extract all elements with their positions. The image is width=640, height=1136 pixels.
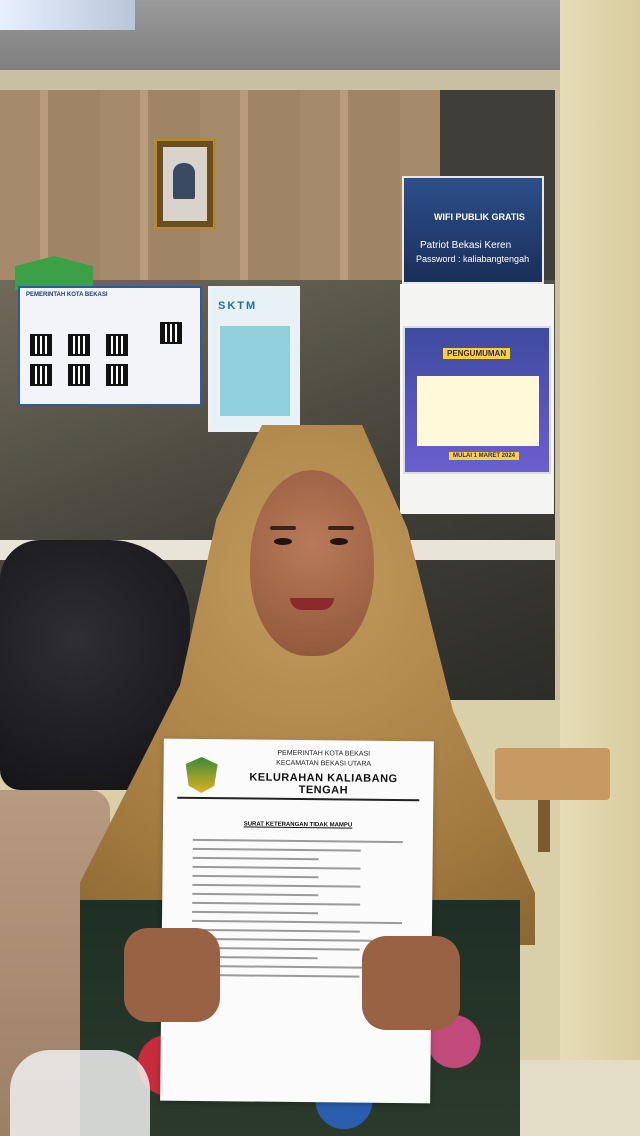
qr-code-icon <box>68 334 90 356</box>
qr-code-icon <box>30 334 52 356</box>
qr-code-board <box>18 286 202 406</box>
face <box>250 470 374 656</box>
letterhead-rule <box>177 797 419 802</box>
city-crest-icon <box>185 757 217 793</box>
wifi-poster-line1: WIFI PUBLIK GRATIS <box>434 212 525 222</box>
letter-gov-line1: PEMERINTAH KOTA BEKASI <box>277 749 371 758</box>
qr-code-icon <box>30 364 52 386</box>
sktm-illustration <box>220 326 290 416</box>
announcement-poster <box>403 326 551 474</box>
plastic-bag <box>10 1050 150 1136</box>
qr-code-icon <box>160 322 182 344</box>
qr-code-icon <box>106 334 128 356</box>
left-hand <box>124 928 220 1022</box>
right-wall <box>560 0 640 1136</box>
framed-portrait <box>154 138 216 230</box>
shelf-bracket <box>538 800 550 852</box>
announcement-start-date: MULAI 1 MARET 2024 <box>449 452 519 460</box>
sktm-poster <box>208 286 300 432</box>
announcement-title: PENGUMUMAN <box>443 348 510 359</box>
official-letter <box>160 739 434 1104</box>
wifi-poster-line2: Patriot Bekasi Keren <box>420 240 512 251</box>
qr-board-header: PEMERINTAH KOTA BEKASI <box>26 292 108 298</box>
qr-code-icon <box>106 364 128 386</box>
right-hand <box>362 936 460 1030</box>
letter-gov-line2: KECAMATAN BEKASI UTARA <box>276 759 372 768</box>
wood-wall-panel <box>0 90 440 280</box>
qr-code-icon <box>68 364 90 386</box>
wifi-poster <box>402 176 544 284</box>
announcement-body <box>417 376 539 446</box>
wifi-poster-line3: Password : kaliabangtengah <box>416 254 530 264</box>
letter-title: SURAT KETERANGAN TIDAK MAMPU <box>243 821 353 829</box>
sktm-title: SKTM <box>218 300 258 312</box>
counter-shelf <box>495 748 610 800</box>
ceiling-light <box>0 0 135 30</box>
letter-gov-line3: KELURAHAN KALIABANG TENGAH <box>249 771 398 797</box>
